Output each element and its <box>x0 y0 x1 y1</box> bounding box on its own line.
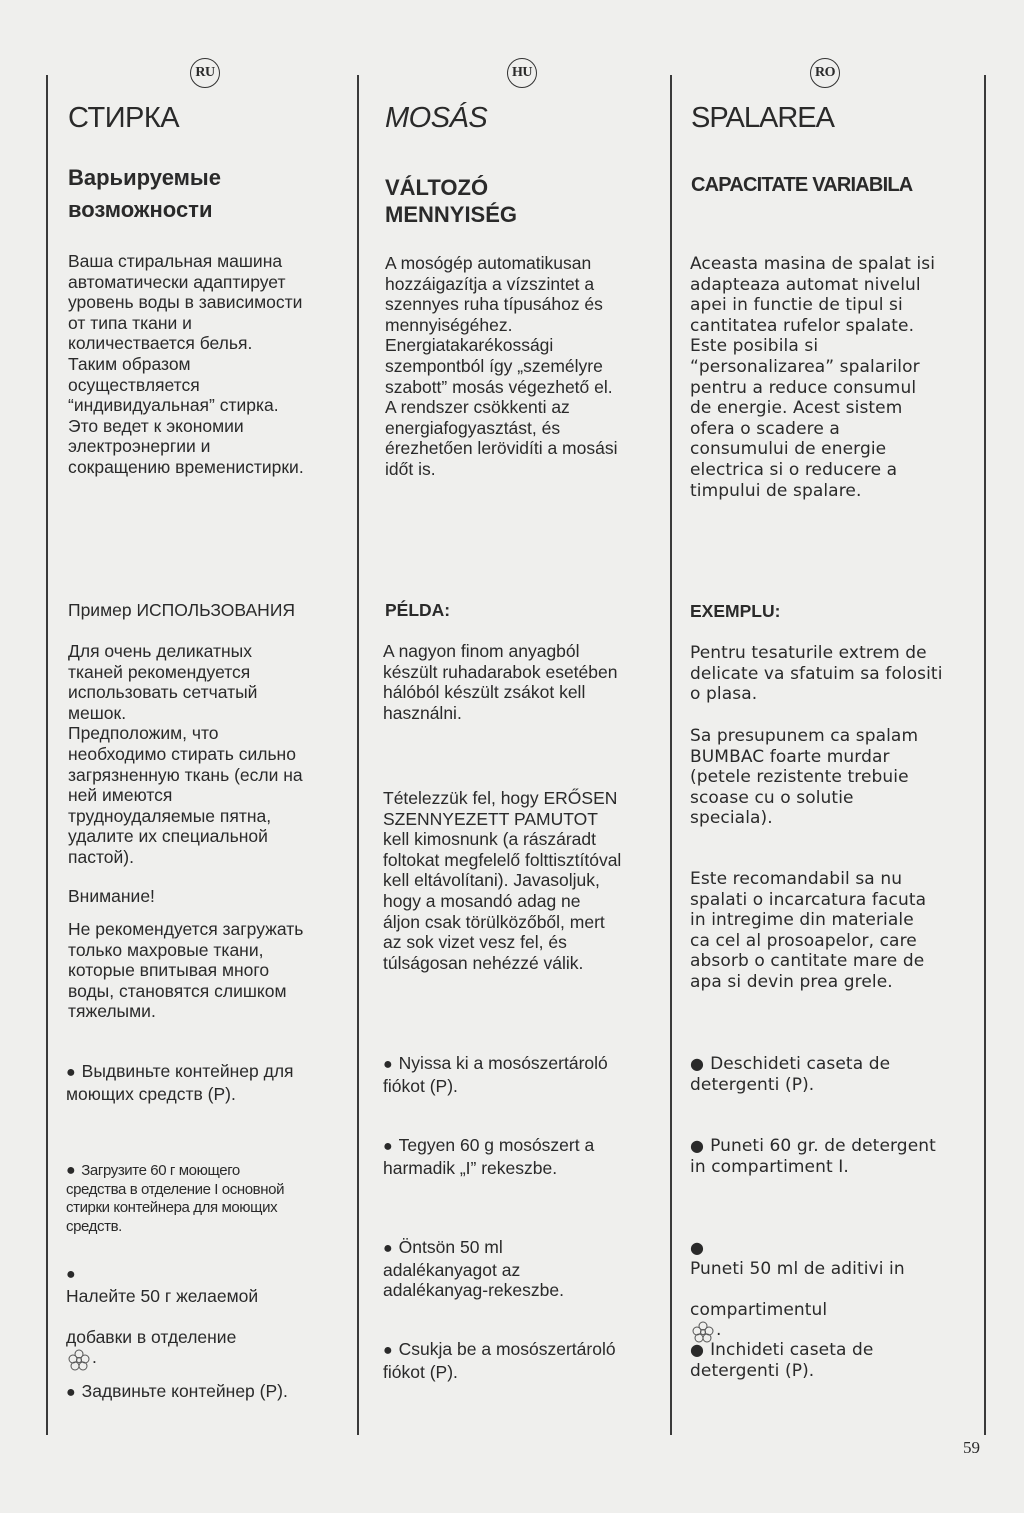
step-4-ru: ● Задвиньте контейнер (P). <box>66 1381 288 1404</box>
intro-text-hu: A mosógép automatikusan hozzáigazítja a vízszintet a szennyes ruha típusához és mennyiségéhez. Energiatakarékossági szempontból így „személyre szabott” mosás végezhető el. A rendszer csökkenti az energiafogyasztást, és érezhetően lerövidíti a mosási időt is. <box>385 253 618 479</box>
step-1-hu: ● Nyissa ki a mosószertároló fiókot (P). <box>383 1053 608 1096</box>
attention-text-ru: Не рекомендуется загружать только махровые ткани, которые впитывая много воды, становятся слишком тяжелыми. <box>68 919 304 1022</box>
example-text-hu: A nagyon finom anyagból készült ruhadarabok esetében hálóból készült zsákot kell használni. <box>383 641 618 723</box>
page-number: 59 <box>963 1438 980 1457</box>
step-3-ro: ● Puneti 50 ml de aditivi in compartimentul . <box>690 1238 905 1343</box>
step-3-ru-line1: Налейте 50 г желаемой <box>66 1285 259 1306</box>
example-heading-hu: PÉLDA: <box>385 600 451 620</box>
section-title-ru: СТИРКА <box>68 102 180 134</box>
step-2-hu: ● Tegyen 60 g mosószert a harmadik „I” rekeszbe. <box>383 1135 594 1178</box>
column-divider <box>984 75 986 1435</box>
step-1-ro: ● Deschideti caseta de detergenti (P). <box>690 1054 890 1095</box>
example-heading-ro: EXEMPLU: <box>690 601 781 621</box>
step-1-ru: ● Выдвиньте контейнер для моющих средств (P). <box>66 1061 294 1104</box>
example-text2-ro: Sa presupunem ca spalam BUMBAC foarte murdar (petele rezistente trebuie scoase cu o solutie speciala). <box>690 726 919 829</box>
flower-softener-icon <box>66 1349 92 1371</box>
column-divider <box>357 75 359 1435</box>
example-text-ru: Для очень деликатных тканей рекомендуется использовать сетчатый мешок. Предположим, что необходимо стирать сильно загрязненную ткань (если на ней имеются трудноудаляемые пятна, удалите их специальной пастой). <box>68 641 303 867</box>
step-3-ro-line1: Puneti 50 ml de aditivi in <box>690 1258 905 1279</box>
example-text3-ro: Este recomandabil sa nu spalati o incarcatura facuta in intregime din materiale ca cel al prosoapelor, care absorb o cantitate mare de apa si devin prea grele. <box>690 869 927 992</box>
language-badge-ru: RU <box>190 58 220 88</box>
language-badge-hu: HU <box>507 58 537 88</box>
attention-heading-ru: Внимание! <box>68 886 155 906</box>
example-heading-ru: Пример ИСПОЛЬЗОВАНИЯ <box>68 600 296 620</box>
step-3-ru-line2: добавки в отделение <box>66 1326 237 1347</box>
subheading-ro: CAPACITATE VARIABILA <box>691 174 913 196</box>
step-2-ru: ● Загрузите 60 г моющего средства в отделение I основной стирки контейнера для моющих средств. <box>66 1162 284 1236</box>
example-text-ro: Pentru tesaturile extrem de delicate va sfatuim sa folositi o plasa. <box>690 643 943 705</box>
intro-text-ro: Aceasta masina de spalat isi adapteaza automat nivelul apei in functie de tipul si cantitatea rufelor spalate. Este posibila si “personalizarea” spalarilor pentru a reduce consumul de energie. Acest sistem ofera o scadere a consumului de energie electrica si o reducere a timpului de spalare. <box>690 254 936 501</box>
step-3-ro-line2: compartimentul <box>690 1299 828 1320</box>
column-divider <box>670 75 672 1435</box>
column-divider <box>46 75 48 1435</box>
step-4-hu: ● Csukja be a mosószertároló fiókot (P). <box>383 1339 616 1382</box>
subheading-hu: VÁLTOZÓ MENNYISÉG <box>385 175 518 227</box>
intro-text-ru: Ваша стиральная машина автоматически адаптирует уровень воды в зависимости от типа ткани и количествается белья. Таким образом осуществляется “индивидуальная” стирка. Это ведет к экономии электроэнергии и сокращению временистирки. <box>68 251 304 477</box>
example-text2-hu: Tételezzük fel, hogy ERŐSEN SZENNYEZETT PAMUTOT kell kimosnunk (a rászáradt foltokat megfelelő folttisztítóval kell eltávolítani). Javasoljuk, hogy a mosandó adag ne áljon csak törülközőből, mert az sok vizet vesz fel, és túlságosan nehézzé válik. <box>383 788 622 973</box>
section-title-hu: MOSÁS <box>385 102 488 134</box>
step-4-ro: ● Inchideti caseta de detergenti (P). <box>690 1340 873 1381</box>
language-badge-ro: RO <box>810 58 840 88</box>
section-title-ro: SPALAREA <box>691 102 834 134</box>
step-2-ro: ● Puneti 60 gr. de detergent in compartiment I. <box>690 1136 936 1177</box>
step-3-ru: ● Налейте 50 г желаемой добавки в отделение . <box>66 1263 258 1371</box>
step-3-hu: ● Öntsön 50 ml adalékanyagot az adalékanyag-rekeszbe. <box>383 1237 564 1301</box>
subheading-ru: Варьируемые возможности <box>68 165 221 222</box>
